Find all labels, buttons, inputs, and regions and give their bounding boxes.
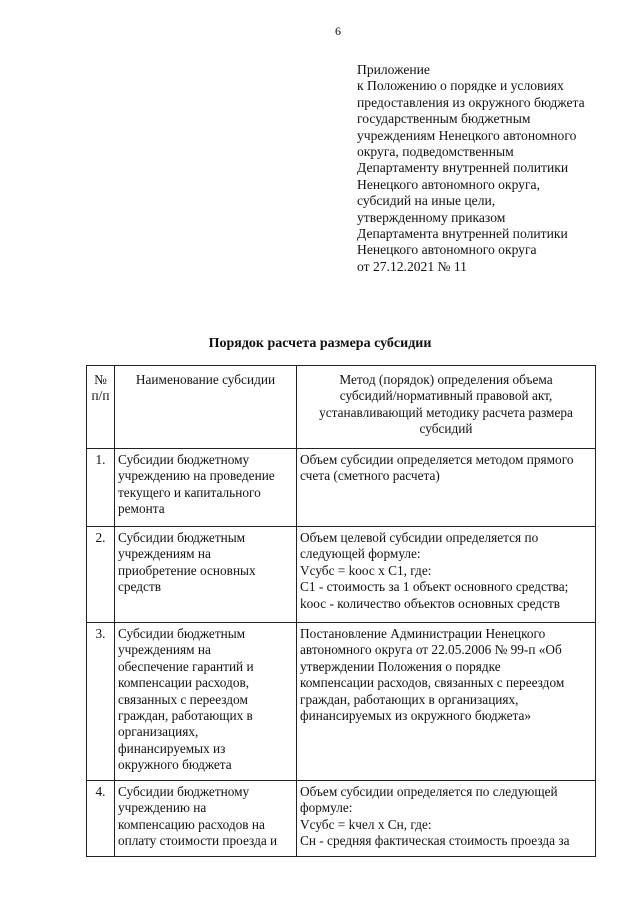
header-line: субсидий/нормативный правовой акт, xyxy=(339,388,553,404)
row-method xyxy=(297,781,596,857)
appendix-line: Департаменту внутренней политики xyxy=(357,160,569,176)
row-number: 4. xyxy=(87,781,115,857)
cell-line: учреждению на xyxy=(118,800,207,816)
cell-line: Объем субсидии определяется методом прямого xyxy=(300,452,574,467)
cell-line: kоос - количество объектов основных средств xyxy=(300,595,561,611)
appendix-line: округа, подведомственным xyxy=(357,144,514,160)
cell-line: счета (сметного расчета) xyxy=(300,468,440,484)
header-method xyxy=(297,366,596,449)
cell-line: Vсубс = kчел x Cн, где: xyxy=(300,816,432,832)
header-line: субсидий xyxy=(419,421,473,437)
appendix-line: утвержденному приказом xyxy=(357,209,506,225)
row-name xyxy=(115,781,297,857)
cell-line: обеспечение гарантий и xyxy=(118,658,254,674)
cell-line: Субсидии бюджетному xyxy=(118,452,250,467)
appendix-line: государственным бюджетным xyxy=(357,111,531,127)
cell-line: Объем субсидии определяется по следующей xyxy=(300,784,558,799)
header-line: Метод (порядок) определения объема xyxy=(339,372,553,387)
cell-line: финансируемых из окружного бюджета» xyxy=(300,708,532,724)
appendix-line: Приложение xyxy=(357,62,430,77)
table-row xyxy=(87,527,596,623)
header-line: п/п xyxy=(91,388,110,404)
cell-line: C1 - стоимость за 1 объект основного средства; xyxy=(300,579,569,595)
appendix-line: от 27.12.2021 № 11 xyxy=(357,258,467,274)
row-name xyxy=(115,527,297,623)
cell-line: утверждении Положения о порядке xyxy=(300,658,501,674)
header-line: устанавливающий методику расчета размера xyxy=(319,404,573,420)
appendix-line: Департамента внутренней политики xyxy=(357,226,568,242)
cell-line: Субсидии бюджетным xyxy=(118,626,246,641)
row-name xyxy=(115,449,297,527)
cell-line: ремонта xyxy=(118,501,165,517)
cell-line: Субсидии бюджетному xyxy=(118,784,250,799)
cell-line: формуле: xyxy=(300,800,353,816)
cell-line: Cн - средняя фактическая стоимость проезда за xyxy=(300,833,570,849)
cell-line: Субсидии бюджетным xyxy=(118,530,246,545)
appendix-header xyxy=(357,62,627,275)
cell-line: следующей формуле: xyxy=(300,546,421,562)
document-title: Порядок расчета размера субсидии xyxy=(208,336,432,351)
cell-line: Объем целевой субсидии определяется по xyxy=(300,530,539,545)
cell-line: Vсубс = kоос x C1, где: xyxy=(300,562,432,578)
cell-line: граждан, работающих в организациях, xyxy=(300,691,519,707)
row-number: 3. xyxy=(87,623,115,781)
table-row xyxy=(87,781,596,857)
cell-line: связанных с переездом xyxy=(118,691,248,707)
cell-line: приобретение основных xyxy=(118,562,256,578)
cell-line: оплату стоимости проезда и xyxy=(118,833,278,849)
cell-line: компенсации расходов, xyxy=(118,675,250,691)
cell-line: текущего и капитального xyxy=(118,484,261,500)
row-number: 1. xyxy=(87,449,115,527)
cell-line: финансируемых из xyxy=(118,740,226,756)
header-line: № xyxy=(94,372,107,387)
appendix-line: Ненецкого автономного округа xyxy=(357,242,537,258)
subsidy-table xyxy=(86,365,596,857)
row-method xyxy=(297,449,596,527)
cell-line: учреждениям на xyxy=(118,642,211,658)
appendix-line: Ненецкого автономного округа, xyxy=(357,176,540,192)
cell-line: автономного округа от 22.05.2006 № 99-п «Об xyxy=(300,642,562,658)
table-row xyxy=(87,623,596,781)
header-name xyxy=(115,366,297,449)
appendix-line: субсидий на иные цели, xyxy=(357,193,496,209)
cell-line: граждан, работающих в xyxy=(118,708,253,724)
page-number: 6 xyxy=(335,24,341,38)
cell-line: учреждению на проведение xyxy=(118,468,275,484)
header-number xyxy=(87,366,115,449)
appendix-line: к Положению о порядке и условиях xyxy=(357,78,564,94)
cell-line: организациях, xyxy=(118,724,199,740)
row-number: 2. xyxy=(87,527,115,623)
appendix-line: учреждениям Ненецкого автономного xyxy=(357,127,577,143)
appendix-line: предоставления из окружного бюджета xyxy=(357,94,585,110)
cell-line: средств xyxy=(118,579,162,595)
cell-line: окружного бюджета xyxy=(118,757,232,773)
table-header-row xyxy=(87,366,596,449)
row-method xyxy=(297,623,596,781)
header-line: Наименование субсидии xyxy=(135,372,276,387)
row-method xyxy=(297,527,596,623)
cell-line: компенсацию расходов на xyxy=(118,816,265,832)
cell-line: компенсации расходов, связанных с переездом xyxy=(300,675,565,691)
cell-line: учреждениям на xyxy=(118,546,211,562)
row-name xyxy=(115,623,297,781)
cell-line: Постановление Администрации Ненецкого xyxy=(300,626,546,641)
table-row xyxy=(87,449,596,527)
